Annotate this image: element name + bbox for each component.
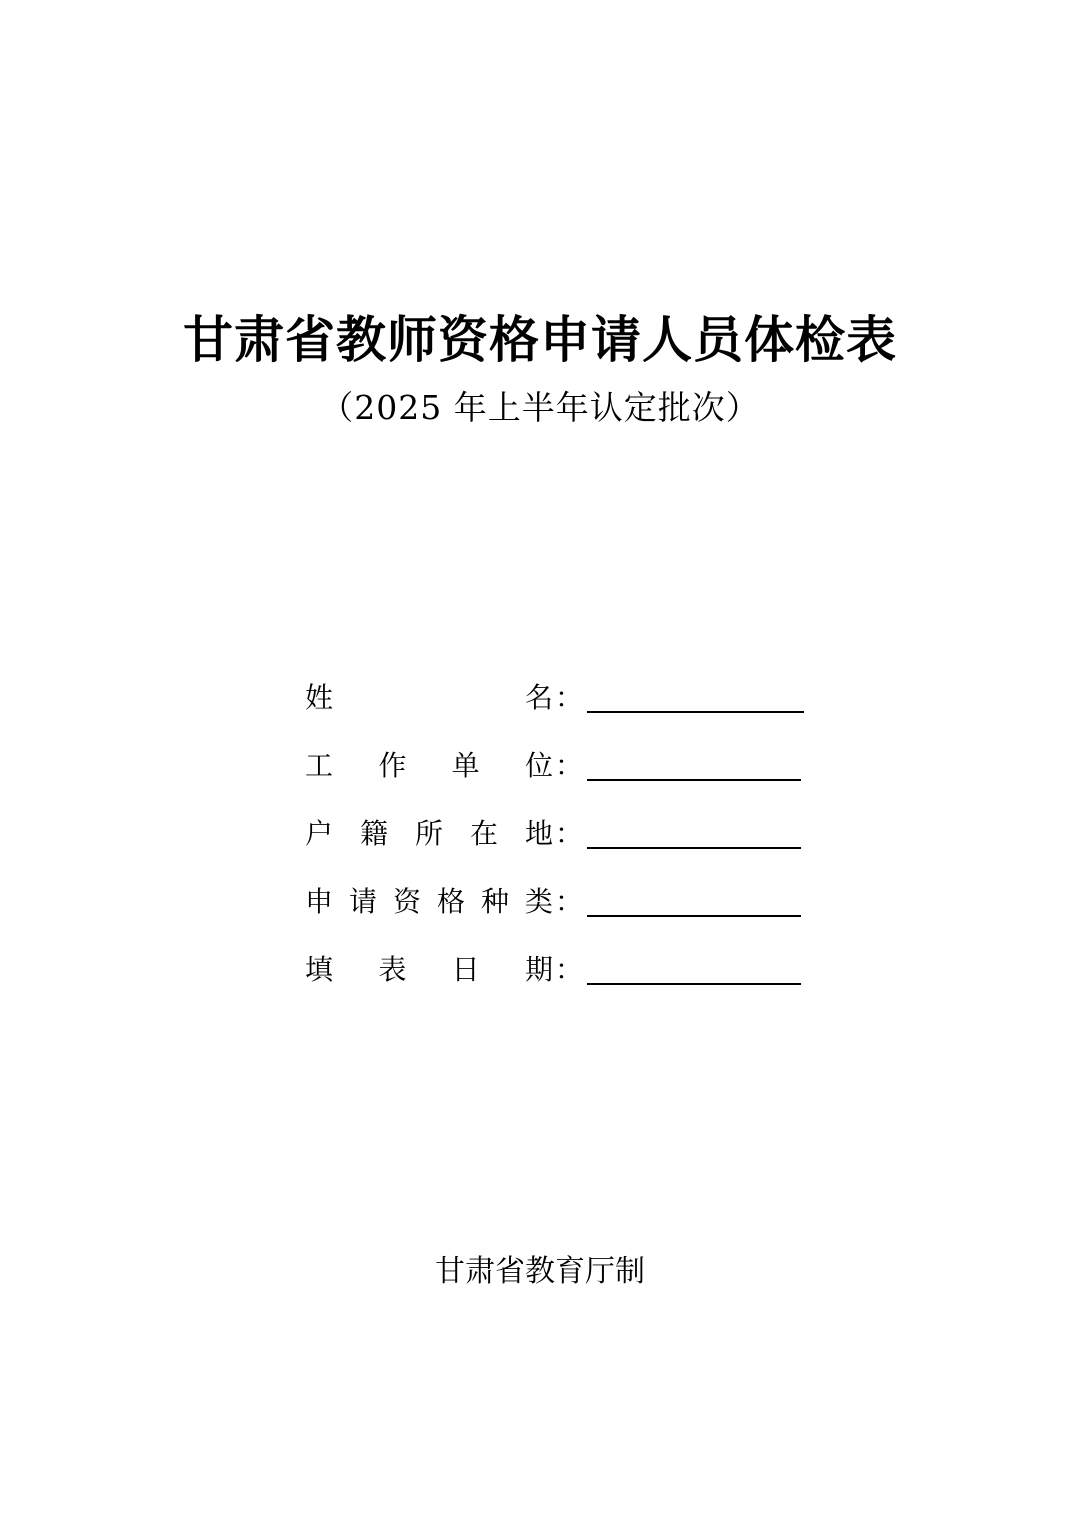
form-subtitle: （2025 年上半年认定批次）	[320, 388, 760, 427]
work-unit-blank-line[interactable]	[587, 779, 801, 781]
field-label-household	[305, 814, 553, 854]
field-row-date	[305, 940, 825, 1008]
field-row-work-unit	[305, 736, 825, 804]
label-char: 姓	[305, 681, 334, 714]
label-char: 期	[524, 953, 553, 986]
label-colon: ：	[555, 817, 584, 850]
label-char: 户	[305, 817, 334, 850]
label-char: 格	[436, 885, 465, 918]
label-char: 在	[469, 817, 498, 850]
field-row-qualification	[305, 872, 825, 940]
field-row-household	[305, 804, 825, 872]
label-char: 单	[451, 749, 480, 782]
name-blank-line[interactable]	[587, 711, 804, 713]
field-row-name	[305, 668, 825, 736]
label-char: 日	[451, 953, 480, 986]
label-colon: ：	[555, 885, 584, 918]
label-char: 种	[480, 885, 509, 918]
label-char: 所	[414, 817, 443, 850]
label-char: 填	[305, 953, 334, 986]
label-char: 类	[524, 885, 553, 918]
form-title: 甘肃省教师资格申请人员体检表	[183, 311, 897, 369]
field-label-name	[305, 678, 553, 718]
label-char: 申	[305, 885, 334, 918]
label-char: 作	[378, 749, 407, 782]
field-label-date	[305, 950, 553, 990]
household-blank-line[interactable]	[587, 847, 801, 849]
label-colon: ：	[555, 749, 584, 782]
field-label-work-unit	[305, 746, 553, 786]
label-char: 请	[348, 885, 377, 918]
label-char: 资	[392, 885, 421, 918]
label-colon: ：	[555, 681, 584, 714]
label-char: 位	[524, 749, 553, 782]
label-char: 地	[524, 817, 553, 850]
label-char: 名	[524, 681, 553, 714]
label-char: 表	[378, 953, 407, 986]
applicant-info-fields	[305, 668, 825, 1008]
field-label-qualification	[305, 882, 553, 922]
label-colon: ：	[555, 953, 584, 986]
label-char: 籍	[359, 817, 388, 850]
issuer-footer: 甘肃省教育厅制	[435, 1254, 645, 1289]
date-blank-line[interactable]	[587, 983, 801, 985]
label-char: 工	[305, 749, 334, 782]
qualification-blank-line[interactable]	[587, 915, 801, 917]
